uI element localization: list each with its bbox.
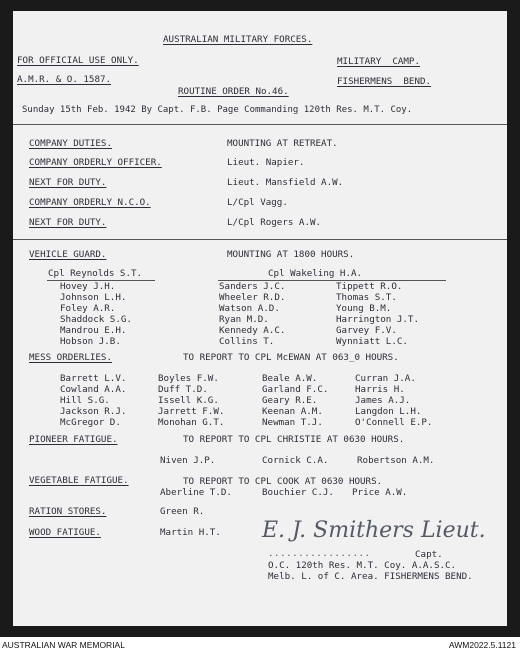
orderly-name: Keenan A.M. xyxy=(262,406,323,417)
duty-label: NEXT FOR DUTY. xyxy=(29,177,107,188)
mess-orderlies-label: MESS ORDERLIES. xyxy=(29,352,112,363)
order-number: ROUTINE ORDER No.46. xyxy=(178,86,289,97)
duty-label: COMPANY DUTIES. xyxy=(29,138,112,149)
orderly-name: Jarrett F.W. xyxy=(158,406,225,417)
corporal-reynolds: Cpl Reynolds S.T. xyxy=(48,268,143,279)
duty-value: Lieut. Mansfield A.W. xyxy=(227,177,344,188)
duty-value: L/Cpl Vagg. xyxy=(227,197,288,208)
footer-accession: AWM2022.5.1121 xyxy=(448,640,516,650)
orderly-name: Geary R.E. xyxy=(262,395,318,406)
vegetable-report-instruction: TO REPORT TO CPL COOK AT 0630 HOURS. xyxy=(183,476,383,487)
duty-value: Lieut. Napier. xyxy=(227,157,305,168)
orderly-name: Beale A.W. xyxy=(262,373,318,384)
vehicle-guard-label: VEHICLE GUARD. xyxy=(29,249,107,260)
guard-name: Hobson J.B. xyxy=(60,336,121,347)
pioneer-name: Cornick C.A. xyxy=(262,455,329,466)
guard-name: Tippett R.O. xyxy=(336,281,403,292)
guard-name: Sanders J.C. xyxy=(219,281,286,292)
orderly-name: Harris H. xyxy=(355,384,405,395)
guard-name: Mandrou E.H. xyxy=(60,325,127,336)
wood-fatigue-name: Martin H.T. xyxy=(160,527,221,538)
divider xyxy=(13,124,507,125)
mess-report-instruction: TO REPORT TO CPL McEWAN AT 063_0 HOURS. xyxy=(183,352,399,363)
orderly-name: Issell K.G. xyxy=(158,395,219,406)
orderly-name: Barrett L.V. xyxy=(60,373,127,384)
signature-rank: Capt. xyxy=(415,549,443,560)
guard-name: Kennedy A.C. xyxy=(219,325,286,336)
ration-stores-name: Green R. xyxy=(160,506,205,517)
corporal-wakeling: Cpl Wakeling H.A. xyxy=(268,268,363,279)
vegetable-name: Aberline T.D. xyxy=(160,487,232,498)
duty-value: L/Cpl Rogers A.W. xyxy=(227,217,322,228)
orderly-name: Curran J.A. xyxy=(355,373,416,384)
guard-name: Thomas S.T. xyxy=(336,292,397,303)
document-title: AUSTRALIAN MILITARY FORCES. xyxy=(163,34,313,45)
pioneer-report-instruction: TO REPORT TO CPL CHRISTIE AT 0630 HOURS. xyxy=(183,434,405,445)
guard-name: Foley A.R. xyxy=(60,303,116,314)
guard-name: Johnson L.H. xyxy=(60,292,127,303)
duty-label: COMPANY ORDERLY N.C.O. xyxy=(29,197,151,208)
camp-location: FISHERMENS BEND. xyxy=(337,76,432,87)
orderly-name: Duff T.D. xyxy=(158,384,208,395)
vegetable-name: Bouchier C.J. xyxy=(262,487,334,498)
orderly-name: Garland F.C. xyxy=(262,384,329,395)
guard-name: Garvey F.V. xyxy=(336,325,397,336)
guard-name: Young B.M. xyxy=(336,303,392,314)
vehicle-guard-mounting: MOUNTING AT 1800 HOURS. xyxy=(227,249,355,260)
orderly-name: Boyles F.W. xyxy=(158,373,219,384)
pioneer-name: Robertson A.M. xyxy=(357,455,435,466)
guard-name: Ryan M.D. xyxy=(219,314,269,325)
orderly-name: Cowland A.A. xyxy=(60,384,127,395)
guard-name: Hovey J.H. xyxy=(60,281,116,292)
wood-fatigue-label: WOOD FATIGUE. xyxy=(29,527,101,538)
orderly-name: Monohan G.T. xyxy=(158,417,225,428)
guard-name: Wheeler R.D. xyxy=(219,292,286,303)
pioneer-name: Niven J.P. xyxy=(160,455,216,466)
orderly-name: O'Connell E.P. xyxy=(355,417,433,428)
signature-line-1: O.C. 120th Res. M.T. Coy. A.A.S.C. xyxy=(268,560,457,571)
orderly-name: James A.J. xyxy=(355,395,411,406)
date-line: Sunday 15th Feb. 1942 By Capt. F.B. Page Commanding 120th Res. M.T. Coy. xyxy=(22,105,413,115)
camp-label: MILITARY CAMP. xyxy=(337,56,420,67)
duty-value: MOUNTING AT RETREAT. xyxy=(227,138,338,149)
guard-name: Wynniatt L.C. xyxy=(336,336,408,347)
orderly-name: Newman T.J. xyxy=(262,417,323,428)
guard-name: Shaddock S.G. xyxy=(60,314,132,325)
handwritten-signature: E. J. Smithers Lieut. xyxy=(262,518,486,543)
footer-source: AUSTRALIAN WAR MEMORIAL xyxy=(2,640,125,650)
duty-label: NEXT FOR DUTY. xyxy=(29,217,107,228)
vegetable-name: Price A.W. xyxy=(352,487,408,498)
ration-stores-label: RATION STORES. xyxy=(29,506,107,517)
official-use-label: FOR OFFICIAL USE ONLY. xyxy=(17,55,139,66)
guard-name: Harrington J.T. xyxy=(336,314,419,325)
orderly-name: Langdon L.H. xyxy=(355,406,422,417)
divider xyxy=(13,239,507,240)
guard-name: Collins T. xyxy=(219,336,275,347)
duty-label: COMPANY ORDERLY OFFICER. xyxy=(29,157,162,168)
orderly-name: Hill S.G. xyxy=(60,395,110,406)
orderly-name: Jackson R.J. xyxy=(60,406,127,417)
signature-dotted-line: ................. xyxy=(268,548,371,559)
pioneer-fatigue-label: PIONEER FATIGUE. xyxy=(29,434,118,445)
vegetable-fatigue-label: VEGETABLE FATIGUE. xyxy=(29,475,129,486)
orderly-name: McGregor D. xyxy=(60,417,121,428)
amr-reference: A.M.R. & O. 1587. xyxy=(17,74,112,85)
guard-name: Watson A.D. xyxy=(219,303,280,314)
signature-line-2: Melb. L. of C. Area. FISHERMENS BEND. xyxy=(268,571,473,582)
